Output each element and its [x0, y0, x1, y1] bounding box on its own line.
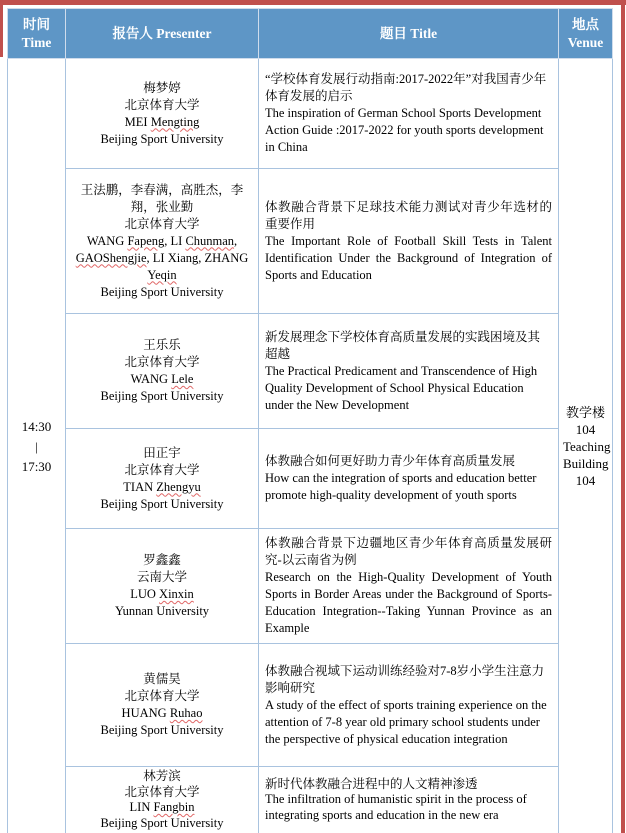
venue-line: 104: [575, 472, 596, 488]
presenter-cell: [66, 59, 259, 169]
title-zh: “学校体育发展行动指南:2017-2022年”对我国青少年体育发展的启示: [265, 72, 547, 103]
header-venue-zh: 地点: [572, 16, 599, 32]
presenter-univ-zh: 北京体育大学: [124, 462, 200, 477]
presenter-names-zh: 王乐乐: [143, 338, 181, 352]
presenter-univ-en: Beijing Sport University: [100, 723, 224, 737]
presenter-univ-en: Beijing Sport University: [100, 284, 224, 299]
name-text: MEI: [124, 114, 151, 129]
name-text: TIAN: [123, 479, 157, 494]
presenter-names-zh: 梅梦婷: [143, 80, 181, 95]
presenter-univ-zh: 北京体育大学: [124, 355, 200, 369]
title-cell: [259, 767, 559, 833]
time-separator: |: [35, 438, 38, 454]
venue-line: 教学楼: [565, 404, 605, 420]
page-border-top: [0, 0, 626, 5]
venue-line: Teaching: [563, 438, 611, 454]
presenter-name-en: [70, 800, 254, 816]
page-border-right: [621, 0, 625, 833]
spellcheck-flagged-word: Fapeng: [127, 233, 165, 248]
spellcheck-flagged-word: GAOShengjie: [75, 250, 147, 265]
presenter-name-en: [70, 586, 254, 603]
session-row: [8, 314, 613, 429]
title-zh: 新时代体教融合进程中的人文精神渗透: [265, 776, 478, 791]
header-presenter: 报告人 Presenter: [66, 9, 259, 59]
title-en: How can the integration of sports and education better promote high-quality development of youth sports: [265, 471, 537, 502]
name-text: , LI Xiang, ZHANG: [146, 250, 249, 265]
spellcheck-flagged-word: Fangbin: [153, 800, 195, 814]
title-zh: 体教融合如何更好助力青少年体育高质量发展: [265, 454, 516, 468]
spellcheck-flagged-word: Chunman: [185, 233, 235, 248]
spellcheck-flagged-word: Ruhao: [169, 706, 203, 720]
presenter-univ-en: Yunnan University: [114, 604, 210, 618]
time-start: 14:30: [21, 418, 52, 434]
presenter-names-zh: 王法鹏，李春满，高胜杰，李翔，张业勤: [80, 182, 244, 214]
title-zh: 体教融合背景下足球技术能力测试对青少年选材的重要作用: [265, 199, 552, 231]
presenter-univ-en: Beijing Sport University: [100, 131, 224, 146]
header-venue-en: Venue: [567, 34, 604, 50]
spellcheck-flagged-word: Mengting: [150, 114, 200, 129]
presenter-name-en: [70, 705, 254, 722]
spellcheck-flagged-word: Yeqin: [147, 267, 177, 282]
presenter-univ-zh: 北京体育大学: [124, 216, 200, 231]
presenter-cell: [66, 529, 259, 644]
header-venue: [559, 9, 613, 59]
header-time: [8, 9, 66, 59]
title-en: The infiltration of humanistic spirit in the process of integrating sports and education in the new era: [265, 792, 527, 822]
presenter-cell: [66, 429, 259, 529]
presenter-name-en: [70, 479, 254, 496]
name-text: , LI: [164, 233, 186, 248]
name-text: LUO: [130, 587, 160, 601]
spellcheck-flagged-word: Zhengyu: [156, 479, 201, 494]
title-zh: 体教融合视域下运动训练经验对7-8岁小学生注意力影响研究: [265, 663, 545, 695]
presenter-univ-zh: 北京体育大学: [124, 97, 200, 112]
title-cell: [259, 59, 559, 169]
presenter-names-zh: 罗鑫鑫: [143, 553, 181, 567]
venue-cell: [559, 59, 613, 833]
spellcheck-flagged-word: Lele: [171, 372, 194, 386]
presenter-cell: [66, 169, 259, 314]
session-row: [8, 644, 613, 767]
presenter-cell: [66, 644, 259, 767]
session-row: [8, 429, 613, 529]
presenter-univ-en: Beijing Sport University: [100, 389, 224, 403]
session-row: [8, 767, 613, 833]
title-cell: [259, 169, 559, 314]
title-en: The inspiration of German School Sports Development Action Guide :2017-2022 for youth sports development in China: [265, 106, 544, 154]
session-row: [8, 529, 613, 644]
presenter-names-zh: 黄儒昊: [143, 672, 181, 686]
time-cell: [8, 59, 66, 833]
presenter-name-en: [70, 371, 254, 388]
title-zh: 新发展理念下学校体育高质量发展的实践困境及其超越: [265, 329, 541, 361]
title-cell: [259, 644, 559, 767]
venue-line: Building: [563, 455, 609, 471]
header-time-zh: 时间: [23, 16, 50, 32]
presenter-univ-en: Beijing Sport University: [100, 815, 224, 830]
presenter-univ-en: Beijing Sport University: [100, 496, 224, 511]
session-row: [8, 59, 613, 169]
title-en: A study of the effect of sports training experience on the attention of 7-8 year old primary school students under the perspective of physical education integration: [265, 697, 547, 746]
header-time-en: Time: [21, 34, 52, 50]
presenter-name-en: [70, 114, 254, 131]
name-text: HUANG: [121, 706, 170, 720]
title-en: The Practical Predicament and Transcendence of High Quality Development of School Physical Education under the New Development: [265, 363, 538, 412]
session-schedule-table: [7, 8, 613, 833]
title-cell: [259, 429, 559, 529]
header-title: 题目 Title: [259, 9, 559, 59]
presenter-univ-zh: 北京体育大学: [124, 689, 200, 703]
title-en: The Important Role of Football Skill Tests in Talent Identification Under the Background of Integration of Sports and Education: [265, 233, 552, 282]
time-end: 17:30: [21, 458, 52, 474]
name-text: WANG: [130, 372, 172, 386]
name-text: ,: [234, 233, 238, 248]
presenter-name-en: [70, 233, 254, 284]
presenter-names-zh: 田正宇: [143, 445, 181, 460]
presenter-names-zh: 林芳滨: [143, 769, 181, 783]
table-header-row: [8, 9, 613, 59]
title-zh: 体教融合背景下边疆地区青少年体育高质量发展研究-以云南省为例: [265, 536, 552, 567]
title-cell: [259, 314, 559, 429]
presenter-cell: [66, 767, 259, 833]
spellcheck-flagged-word: Xinxin: [159, 587, 194, 601]
name-text: WANG: [86, 233, 128, 248]
presenter-cell: [66, 314, 259, 429]
presenter-univ-zh: 云南大学: [136, 570, 187, 584]
page-border-left: [0, 0, 3, 57]
title-en: Research on the High-Quality Development of Youth Sports in Border Areas under the Background of Sports-Education Integration--Taking Yunnan Province as an Example: [265, 570, 552, 635]
name-text: LIN: [129, 800, 154, 814]
presenter-univ-zh: 北京体育大学: [124, 784, 200, 799]
venue-line: 104: [575, 421, 596, 437]
title-cell: [259, 529, 559, 644]
session-row: [8, 169, 613, 314]
